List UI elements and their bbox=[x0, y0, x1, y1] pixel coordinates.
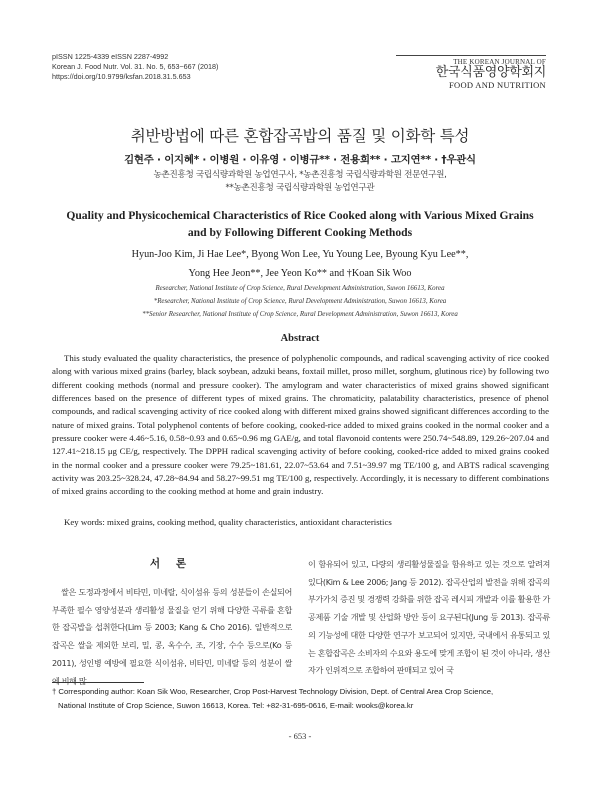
footnote-line-1: † Corresponding author: Koan Sik Woo, Researcher, Crop Post-Harvest Technology Division, Dept. of Central Area Crop Science, bbox=[52, 687, 494, 696]
journal-name-en: THE KOREAN JOURNAL OF bbox=[453, 58, 546, 66]
keywords: Key words: mixed grains, cooking method, quality characteristics, antioxidant characteristics bbox=[64, 517, 392, 527]
english-affiliation-3: **Senior Researcher, National Institute of Crop Science, Rural Development Administration, Suwon 16613, Korea bbox=[142, 311, 458, 318]
journal-name-ko: 한국식품영양학회지 bbox=[435, 65, 546, 80]
english-affiliation-1: Researcher, National Institute of Crop Science, Rural Development Administration, Suwon 16613, Korea bbox=[155, 285, 445, 292]
corresponding-author-footnote bbox=[52, 685, 552, 713]
page-number: - 653 - bbox=[288, 731, 312, 741]
doi-link[interactable]: https://doi.org/10.9799/ksfan.2018.31.5.653 bbox=[52, 72, 191, 82]
footnote-line-2: National Institute of Crop Science, Suwon 16613, Korea. Tel: +82-31-695-0616, E-mail: wooks@korea.kr bbox=[58, 701, 414, 710]
english-title bbox=[40, 207, 560, 241]
english-title-line-1: Quality and Physicochemical Characteristics of Rice Cooked along with Various Mixed Grains bbox=[66, 209, 534, 222]
masthead-rule bbox=[396, 55, 546, 56]
footnote-rule bbox=[52, 682, 144, 683]
english-authors-line-2: Yong Hee Jeon**, Jee Yeon Ko** and †Koan Sik Woo bbox=[188, 268, 412, 279]
english-authors bbox=[60, 245, 540, 283]
english-authors-line-1: Hyun-Joo Kim, Ji Hae Lee*, Byong Won Lee, Yu Young Lee, Byoung Kyu Lee**, bbox=[131, 249, 469, 260]
english-title-line-2: and by Following Different Cooking Methods bbox=[187, 226, 413, 239]
section-title-introduction: 서 론 bbox=[149, 558, 193, 570]
korean-affiliation-1: 농촌진흥청 국립식량과학원 농업연구사, *농촌진흥청 국립식량과학원 전문연구원, bbox=[153, 170, 447, 180]
issn-line: pISSN 1225-4339 eISSN 2287-4992 bbox=[52, 52, 169, 61]
abstract-heading: Abstract bbox=[280, 333, 320, 344]
english-affiliation-2: *Researcher, National Institute of Crop Science, Rural Development Administration, Suwon 16613, Korea bbox=[153, 298, 447, 305]
abstract-text: This study evaluated the quality characteristics, the presence of polyphenolic compounds, and radical scavenging activity of rice cooked along with various mixed grains (barley, black soybean, adzuki beans, foxtail millet, proso millet, sorghum, glutinous rice) by following two different cooking methods (normal and pressure cooker). The amylogram and water characteristics of mixed grains showed significant differences based on the presence of different types of mixed grains. The chromaticity, palatability characteristics, presence of phenol compounds, and radical scavenging activity of rice cooked along with different mixed grains showed significant differences according to the nature of mixed grains. Total polyphenol contents of before cooking, cooked-rice added to mixed grains cooked in the normal cooker and a pressure cooker were 4.46~5.16, 0.58~0.93 and 0.65~0.96 mg GAE/g, and total flavonoid contents were 250.74~548.89, 129.26~207.04 and 127.41~218.15 μg CE/g, respectively. The DPPH radical scavenging activity of before cooking, cooked-rice added to mixed grains cooked in the normal cooker and a pressure cooker were 79.25~181.61, 22.07~53.64 and 7.51~39.97 mg TE/100 g, and ABTS radical scavenging activity was 203.25~328.24, 47.28~84.94 and 58.27~99.51 mg TE/100 g, respectively. Accordingly, it is necessary to different combinations of mixed grains according to the cooking method at home and grain industry. bbox=[52, 353, 549, 497]
body-left-column: 쌀은 도정과정에서 비타민, 미네랄, 식이섬유 등의 성분들이 손실되어 부족한 필수 영양성분과 생리활성 물질을 얻기 위해 다양한 곡류를 혼합한 잡곡밥을 섭취한다(Lim 등 2003; Kang & Cho 2016). 일반적으로 잡곡은 쌀을 제외한 보리, 밀, 콩, 옥수수, 조, 기장, 수수 등으로(Ko 등 2011), 성인병 예방에 필요한 식이섬유, 비타민, 미네랄 등의 성분이 쌀에 비해 많 bbox=[52, 587, 292, 686]
citation-line: Korean J. Food Nutr. Vol. 31. No. 5, 653~667 (2018) bbox=[52, 62, 219, 72]
journal-name-food: FOOD AND NUTRITION bbox=[448, 80, 546, 90]
korean-affiliation-2: **농촌진흥청 국립식량과학원 농업연구관 bbox=[225, 183, 375, 193]
publication-info bbox=[52, 52, 218, 83]
korean-authors: 김현주 · 이지혜* · 이병원 · 이유영 · 이병규** · 전용희** · 고지연** · †우관식 bbox=[124, 154, 476, 166]
journal-masthead bbox=[396, 55, 546, 90]
korean-title: 취반방법에 따른 혼합잡곡밥의 품질 및 이화학 특성 bbox=[130, 127, 470, 145]
body-right-column: 이 함유되어 있고, 다량의 생리활성물질을 함유하고 있는 것으로 알려져 있다(Kim & Lee 2006; Jang 등 2012). 잡곡산업의 발전을 위해 잡곡의 부가가치 증진 및 경쟁력 강화를 위한 잡곡 레시피 개발과 이를 활용한 가공제품 기술 개발 및 산업화 방안 등이 요구된다(Jung 등 2013). 잡곡류의 기능성에 대한 다양한 연구가 보고되어 있지만, 국내에서 유통되고 있는 혼합잡곡은 소비자의 수요와 용도에 맞게 조합이 된 것이 아니라, 생산자가 인위적으로 조합하여 판매되고 있어 국 bbox=[308, 559, 550, 676]
